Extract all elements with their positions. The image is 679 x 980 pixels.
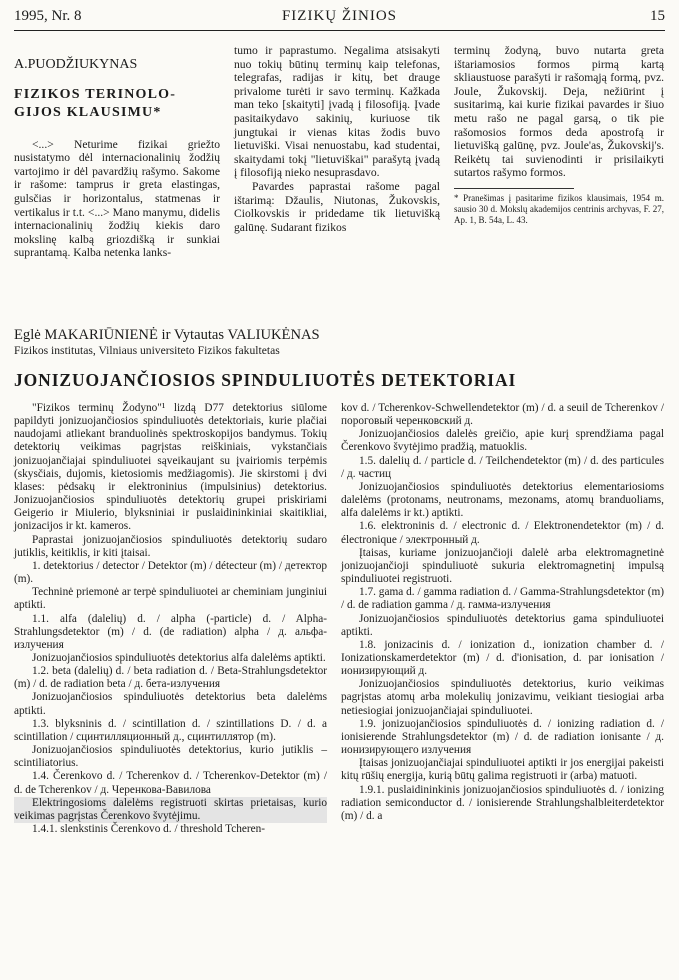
article2-paragraph: 1.4. Čerenkovo d. / Tcherenkov d. / Tcherenkov-Detektor (m) / d. de Tcherenkov / д. Черенкова-Вавилова <box>14 770 327 796</box>
article1-paragraph: tumo ir paprastumo. Negalima atsisakyti nuo tokių būtinų terminų kaip telefonas, telegrafas, radijas ir kitų, bet drauge privalome turėti ir savo terminų. Kažkada man teko [skaityti] įvadą į filosofiją. Įvade pasitaikydavo sakinių, kuriuose tik jungtukai ir vienas kitas žodis buvo lietuviški. Visai nenuostabu, kad studentai, skaitydami tokį "lietuviškai" parašytą įvadą į filosofiją nieko nesuprasdavo. <box>234 44 440 180</box>
article2-paragraph: Elektringosioms dalelėms registruoti skirtas prietaisas, kurio veikimas pagrįstas Čerenkovo švytėjimu. <box>14 796 327 822</box>
article2-paragraph: Jonizuojančiosios spinduliuotės detektorius, kurio veikimas pagrįstas atomų arba molekulių jonizavimu, veikiant tiesiogiai arba netiesiogiai jonizuojančiajai spinduliuotei. <box>341 678 664 717</box>
article2-right-column <box>341 402 664 823</box>
article2-affiliation: Fizikos institutas, Vilniaus universiteto Fizikos fakultetas <box>14 344 280 357</box>
page-header <box>14 8 665 28</box>
article2-paragraph: 1.5. dalelių d. / particle d. / Teilchendetektor (m) / d. des particules / д. частиц <box>341 454 664 480</box>
journal-title: FIZIKŲ ŽINIOS <box>281 8 398 24</box>
article2-authors: Eglė MAKARIŪNIENĖ ir Vytautas VALIUKĖNAS <box>14 327 320 343</box>
page-number: 15 <box>650 8 665 24</box>
article1-col2 <box>234 44 440 234</box>
article1-paragraph: <...> Neturime fizikai griežto nusistatymo dėl internacionalinių žodžių vartojimo ir dėl pavardžių rašymo. Sakome ir rašome: tamprus ir greta elastingas, gulsčias ir horizontalus, statmenas ir vertikalus ir t.t. <...> Mano manymu, didelis internacionalinių žodžių kiekis daro mokslinę kalbą griozdišką ir sunkiai suprantamą. Kalba netenka lanks- <box>14 137 220 260</box>
article2-paragraph: kov d. / Tcherenkov-Schwellendetektor (m) / d. a seuil de Tcherenkov / пороговый черенковский д. <box>341 402 664 428</box>
article2-title: JONIZUOJANČIOSIOS SPINDULIUOTĖS DETEKTORIAI <box>14 370 517 390</box>
header-rule <box>14 30 665 31</box>
article2-paragraph: Jonizuojančiosios spinduliuotės detektorius alfa dalelėms aptikti. <box>32 651 326 664</box>
article2-paragraph: 1.7. gama d. / gamma radiation d. / Gamma-Strahlungsdetektor (m) / d. de radiation gamma / д. гамма-излучения <box>341 586 664 612</box>
article2-left-column <box>14 402 327 836</box>
article2-paragraph: Techninė priemonė ar terpė spinduliuotei ar cheminiam junginiui aptikti. <box>14 586 327 612</box>
article2-paragraph: 1.9. jonizuojančiosios spinduliuotės d. / ionizing radiation d. / ionisierende Strahlungsdetektor (m) / d. de radiation ionisante / д. ионизирующего излучения <box>341 717 664 757</box>
article1-paragraph: terminų žodyną, buvo nutarta greta ištariamosios formos pirmą kartą skliaustuose parašyti ir rašomąją formą, pvz. Joule, Žukovskij. Deja, nežiūrint į susitarimą, kai kurie fizikai pavardes ir šiuo metu rašo ne pagal garsą, o tik pie rašomosios formos deda apostrofą ir lietuvišką galūnę, pvz. Joule'as, Žukovskij's. Reikėtų tai suvienodinti ir prisilaikyti sutartos rašymo formos. <box>454 44 664 180</box>
article2-paragraph: "Fizikos terminų Žodyno"¹ lizdą D77 detektorius siūlome papildyti jonizuojančiosios spinduliuotės detektoriais, kurie plačiai naudojami atliekant branduolinės spektroskopijos bandymus. Tokių detektorių veikimas pagrįstas reiškiniais, vykstančiais jonizuojančiajai spinduliuotei sąveikaujant su įvairiomis terpėmis (skysčiais, dujomis, kietosiomis medžiagomis). Jie skirstomi į dvi klases: pėdsakų ir elektroninius (impulsinius) detektorius. Jonizuojančiosios spinduliuotės detektorių grupei priskiriami Geigerio ir Miulerio, blyksniniai ir puslaidininkiniai skaitikliai, jonizacijos ir kt. kameros. <box>14 402 327 533</box>
article2-paragraph: 1.8. jonizacinis d. / ionization d., ionization chamber d. / Ionizationskamerdetektor (m) / d. d'ionisation, d. par ionisation / ионизирующий д. <box>341 638 664 678</box>
article2-paragraph: 1.4.1. slenkstinis Čerenkovo d. / threshold Tcheren- <box>32 823 266 835</box>
article2-paragraph: 1.9.1. puslaidininkinis jonizuojančiosios spinduliuotės d. / ionizing radiation semiconductor d. / ionisierende Strahlungshalbleiterdetektor (m) / d. a <box>341 783 664 822</box>
article2-paragraph: Jonizuojančiosios spinduliuotės detektorius elementariosioms dalelėms (protonams, neutronams, mezonams, atomų branduoliams, alfa dalelėms ir kt.) aptikti. <box>341 480 664 520</box>
issue-label: 1995, Nr. 8 <box>14 8 82 24</box>
article2-paragraph: Jonizuojančiosios dalelės greičio, apie kurį sprendžiama pagal Čerenkovo švytėjimo pradžią, matuoklis. <box>341 428 664 454</box>
article1-col3 <box>454 44 664 226</box>
article2-paragraph: Jonizuojančiosios spinduliuotės detektorius beta dalelėms aptikti. <box>14 691 327 717</box>
article2-paragraph: Jonizuojančiosios spinduliuotės detektorius, kurio jutiklis – scintiliatorius. <box>14 744 327 770</box>
article2-paragraph: Paprastai jonizuojančiosios spinduliuotės detektorių sudaro jutiklis, keitiklis, ir kiti įtaisai. <box>14 533 327 559</box>
article1-title: FIZIKOS TERINOLO-GIJOS KLAUSIMU* <box>14 86 177 120</box>
article1-author: A.PUODŽIUKYNAS <box>14 57 138 72</box>
footnote-rule <box>454 188 574 189</box>
article2-paragraph: 1.3. blyksninis d. / scintillation d. / szintillations D. / d. a scintillation / сцинтилляционный д., сцинтиллятор (m). <box>14 717 327 743</box>
article2-paragraph: Įtaisas jonizuojančiajai spinduliuotei aptikti ir jos energijai pakeisti kitų rūšių energija, kurią būtų galima registruoti ir (arba) matuoti. <box>341 757 664 783</box>
article2-paragraph: 1.6. elektroninis d. / electronic d. / Elektronendetektor (m) / d. électronique / электронный д. <box>341 520 664 546</box>
article2-paragraph: 1. detektorius / detector / Detektor (m) / détecteur (m) / детектор (m). <box>14 559 327 586</box>
article2-paragraph: Įtaisas, kuriame jonizuojančioji dalelė arba elektromagnetinė jonizuojančioji spinduliuotė sukuria elektromagnetinį impulsą spinduliuotei registruoti. <box>341 546 664 586</box>
article1-footnote: * Pranešimas į pasitarime fizikos klausimais, 1954 m. sausio 30 d. Mokslų akademijos centrinis archyvas, F. 27, Ap. 1, B. 54a, L. 43. <box>454 192 664 225</box>
article1-paragraph: Pavardes paprastai rašome pagal ištarimą: Džaulis, Niutonas, Žukovskis, Ciolkovskis ir pridedame tik lietuvišką galūnę. Sudarant fizikos <box>234 179 440 234</box>
article2-paragraph: 1.2. beta (dalelių) d. / beta radiation d. / Beta-Strahlungsdetektor (m) / d. de radiation beta / д. бета-излучения <box>14 665 327 691</box>
article2-paragraph: 1.1. alfa (dalelių) d. / alpha (-particle) d. / Alpha-Strahlungsdetektor (m) / d. (de radiation) alpha / д. альфа-излучения <box>14 612 327 651</box>
article1-col1 <box>14 58 220 260</box>
article2-paragraph: Jonizuojančiosios spinduliuotės detektorius gama spinduliuotei aptikti. <box>341 612 664 638</box>
